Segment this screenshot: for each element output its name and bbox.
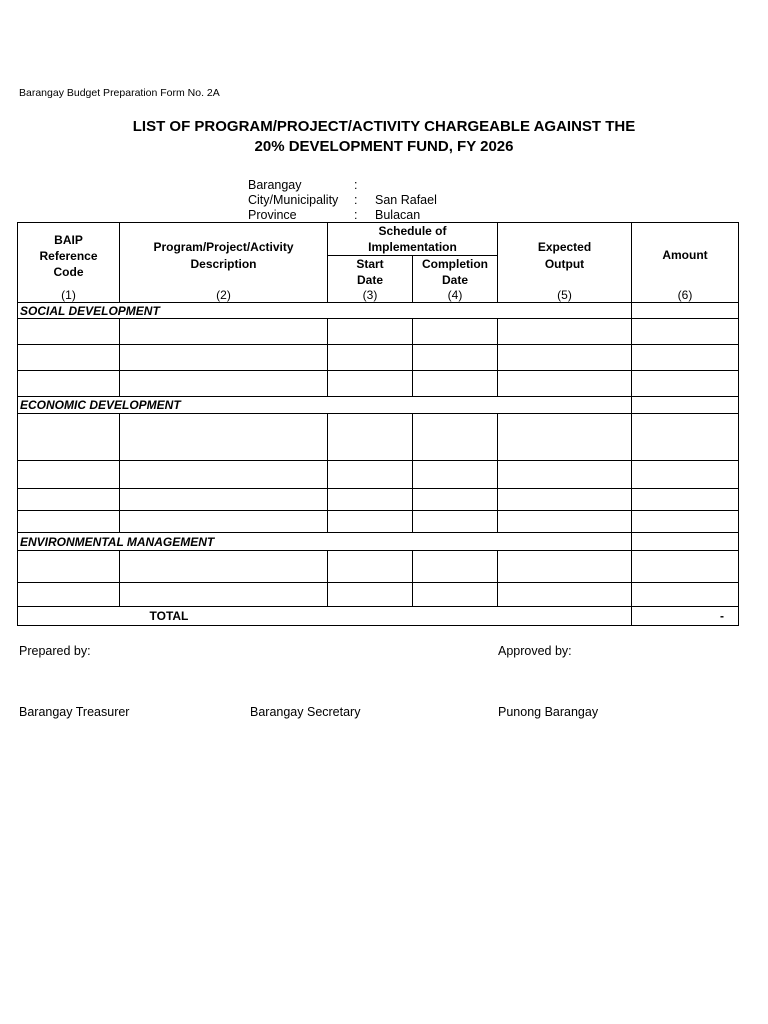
- header-baip-line1: BAIP: [54, 232, 83, 247]
- table-row: [18, 511, 739, 533]
- ppa-table: [17, 222, 739, 626]
- signatory-punong-barangay: Punong Barangay: [498, 705, 599, 719]
- column-number: (2): [120, 288, 328, 303]
- header-start-date: [328, 256, 413, 289]
- total-value: -: [632, 607, 739, 626]
- header-output-line2: Output: [544, 256, 585, 271]
- header-completion-date: [413, 256, 498, 289]
- table-row: [18, 551, 739, 583]
- table-row: [18, 371, 739, 397]
- category-economic-development: ECONOMIC DEVELOPMENT: [18, 397, 632, 414]
- column-number: (1): [18, 288, 120, 303]
- header-completion-line1: Completion: [422, 257, 488, 271]
- header-description: [120, 223, 328, 289]
- table-row: [18, 583, 739, 607]
- province-separator: :: [354, 208, 358, 222]
- approved-by-label: Approved by:: [498, 644, 572, 658]
- province-label: Province: [248, 208, 297, 222]
- category-social-development: SOCIAL DEVELOPMENT: [18, 303, 632, 319]
- column-number: (5): [498, 288, 632, 303]
- header-description-line1: Program/Project/Activity: [153, 239, 294, 254]
- table-row: [18, 414, 739, 461]
- header-schedule: [328, 223, 498, 256]
- table-row: [18, 345, 739, 371]
- column-number: (3): [328, 288, 413, 303]
- title-line-1: LIST OF PROGRAM/PROJECT/ACTIVITY CHARGEABLE AGAINST THE: [132, 118, 636, 135]
- column-number-row: [18, 288, 739, 303]
- total-label: TOTAL: [120, 607, 632, 626]
- signatory-secretary: Barangay Secretary: [250, 705, 361, 719]
- header-amount: Amount: [632, 223, 739, 289]
- column-number: (4): [413, 288, 498, 303]
- table-row: [18, 489, 739, 511]
- city-value: San Rafael: [375, 193, 437, 207]
- prepared-by-label: Prepared by:: [19, 644, 91, 658]
- table-cell: [18, 607, 120, 626]
- table-cell: [632, 303, 739, 319]
- category-row-economic: [18, 397, 739, 414]
- header-baip-line2: Reference: [39, 248, 98, 263]
- header-start-line1: Start: [356, 257, 384, 271]
- header-output-line1: Expected: [537, 239, 592, 254]
- header-baip-line3: Code: [53, 264, 84, 279]
- table-cell: [632, 397, 739, 414]
- category-row-environmental: [18, 533, 739, 551]
- header-schedule-line1: Schedule of: [378, 224, 447, 238]
- table-row: [18, 319, 739, 345]
- column-number: (6): [632, 288, 739, 303]
- signatory-treasurer: Barangay Treasurer: [19, 705, 130, 719]
- header-baip: [18, 223, 120, 289]
- header-description-line2: Description: [190, 256, 257, 271]
- city-separator: :: [354, 193, 358, 207]
- header-schedule-line2: Implementation: [368, 240, 457, 254]
- header-expected-output: [498, 223, 632, 289]
- category-row-social: [18, 303, 739, 319]
- city-label: City/Municipality: [248, 193, 339, 207]
- table-row: [18, 461, 739, 489]
- form-number: Barangay Budget Preparation Form No. 2A: [19, 87, 220, 99]
- header-row-1: [18, 223, 739, 256]
- category-environmental-management: ENVIRONMENTAL MANAGEMENT: [18, 533, 632, 551]
- header-completion-line2: Date: [441, 273, 468, 287]
- header-start-line2: Date: [356, 273, 383, 287]
- title-line-2: 20% DEVELOPMENT FUND, FY 2026: [254, 138, 514, 155]
- barangay-separator: :: [354, 178, 358, 192]
- table-cell: [632, 533, 739, 551]
- barangay-label: Barangay: [248, 178, 302, 192]
- total-row: [18, 607, 739, 626]
- province-value: Bulacan: [375, 208, 421, 222]
